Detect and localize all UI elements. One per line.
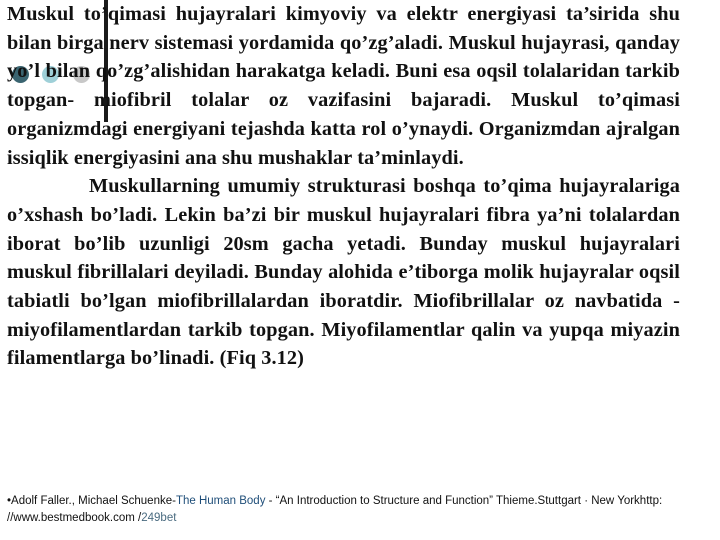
reference-bullet: • (7, 495, 12, 507)
paragraph-2: Muskullarning umumiy strukturasi boshqa to’qima hujayralariga o’xshash bo’ladi. Lekin ba’zi bir muskul hujayralari fibra ya’ni tolalardan iborat bo’lib uzunligi 20sm gacha yetadi. Bunday muskul hujayralari muskul fibrillalari deyiladi. Bunday alohida e’tiborga molik hujayralar oqsil tabiatli bo’lgan miofibrillalardan iboratdir. Miofibrillalar oz navbatida - miyofilamentlardan tarkib topgan. Miyofilamentlar qalin va yupqa miyazin filamentlarga bo’linadi. (Fiq 3.12) (7, 175, 680, 370)
reference-authors: Adolf Faller., Michael Schuenke- (11, 495, 176, 507)
reference-page: 249bet (141, 512, 177, 524)
reference-subtitle: - “An Introduction to Structure and Function” Thieme.Stuttgart · New Yorkhttp: //www.bestmedbook.com / (7, 495, 663, 524)
slide-body (7, 0, 680, 373)
paragraph-1: Muskul to’qimasi hujayralari kimyoviy va elektr energiyasi ta’sirida shu bilan birga nerv sistemasi yordamida qo’zg’aladi. Muskul hujayrasi, qanday yo’l bilan qo’zg’alishidan harakatga keladi. Buni esa oqsil tolalaridan tarkib topgan- miofibril tolalar oz vazifasini bajaradi. Muskul to’qimasi organizmdagi energiyani tejashda katta rol o’ynaydi. Organizmdan ajralgan issiqlik energiyasini ana shu mushaklar ta’minlaydi. (7, 3, 680, 169)
reference-citation (7, 493, 715, 527)
reference-book-title: The Human Body (175, 495, 266, 507)
